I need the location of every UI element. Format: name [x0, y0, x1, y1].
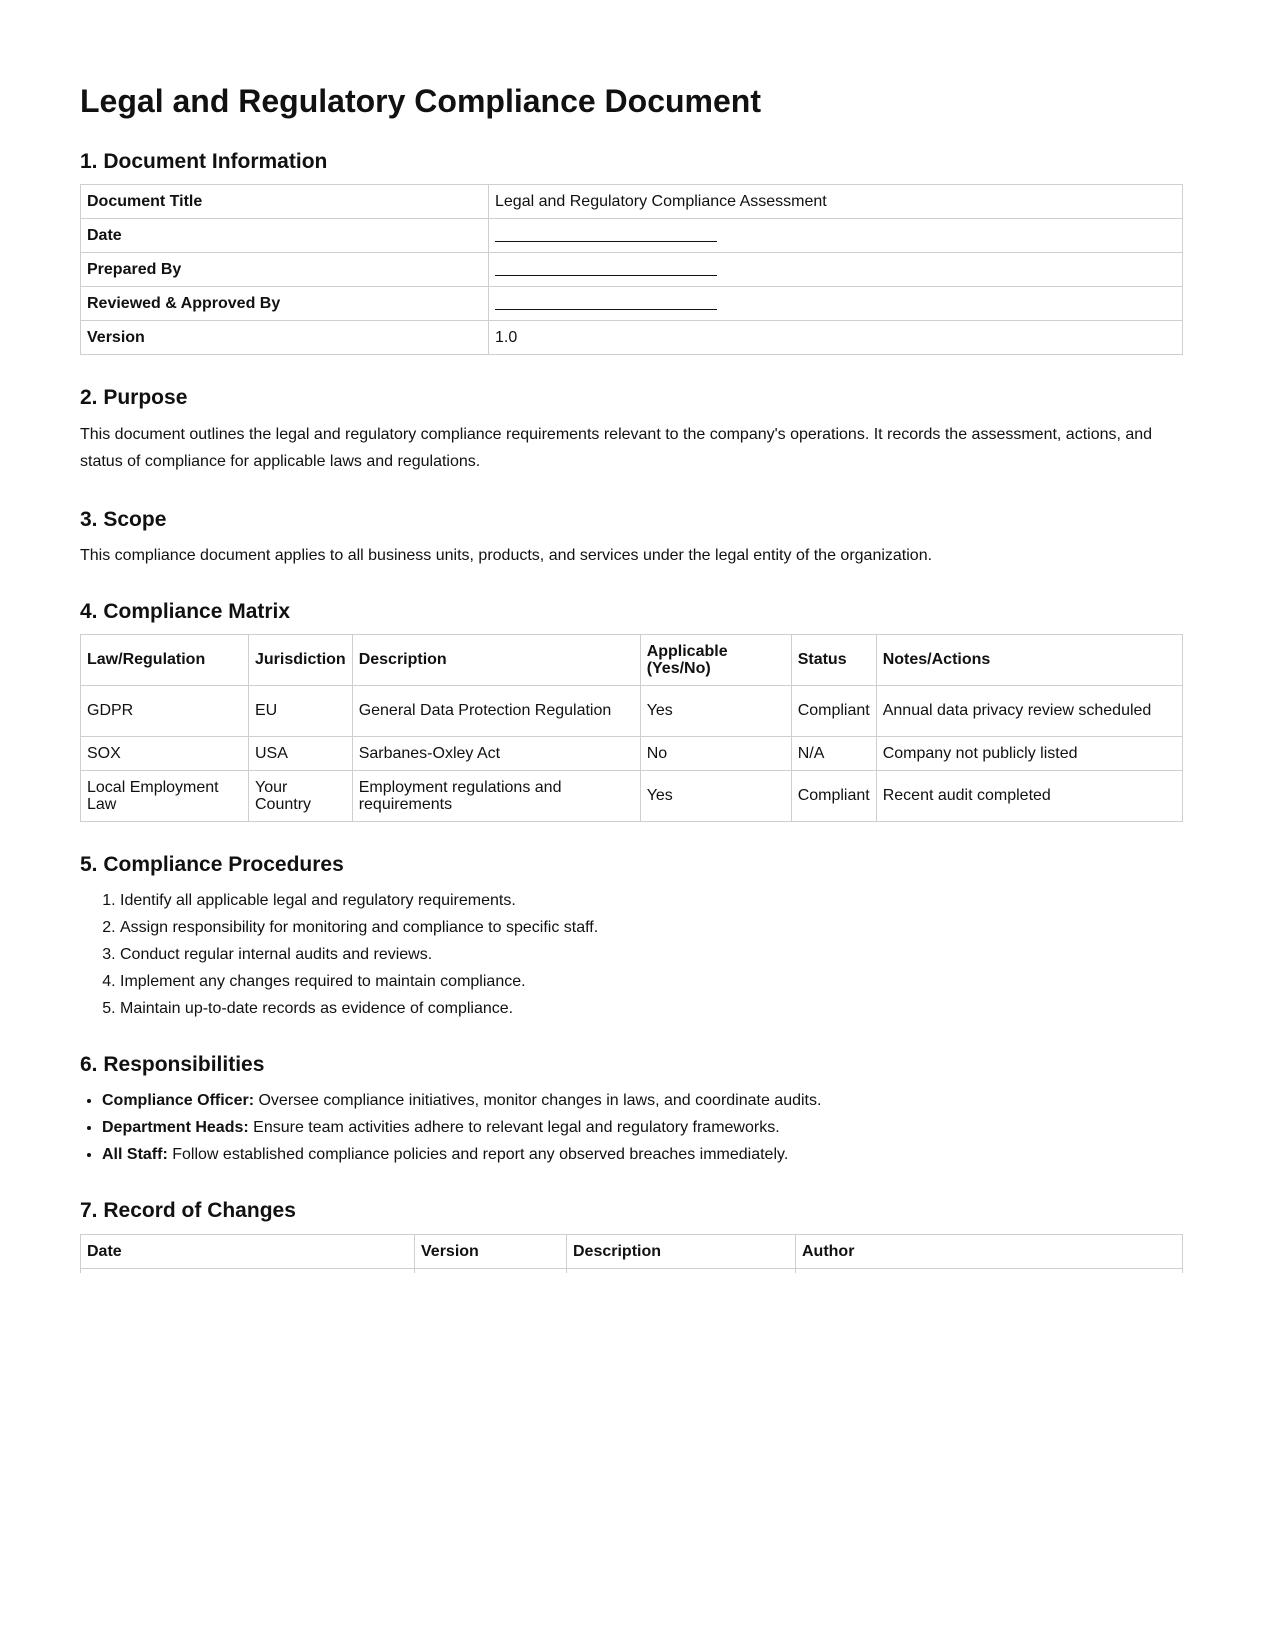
procedures-section	[80, 852, 1183, 1022]
table-cell: Yes	[640, 770, 791, 821]
matrix-heading: 4. Compliance Matrix	[80, 599, 291, 623]
column-header: Description	[352, 634, 640, 685]
table-cell: Local Employment Law	[81, 770, 249, 821]
changes-table	[80, 1234, 1183, 1273]
role-label: All Staff:	[102, 1146, 168, 1164]
purpose-heading: 2. Purpose	[80, 386, 188, 410]
column-header: Law/Regulation	[81, 634, 249, 685]
column-header: Jurisdiction	[249, 634, 353, 685]
procedures-list	[80, 887, 1183, 1022]
prepared-by-blank-line	[495, 259, 717, 276]
prepared-by-blank-field[interactable]	[489, 253, 1183, 287]
table-cell: Employment regulations and requirements	[352, 770, 640, 821]
table-header-row	[81, 634, 1183, 685]
table-cell: Recent audit completed	[876, 770, 1182, 821]
column-header: Author	[796, 1234, 1183, 1268]
list-item: 1. Identify all applicable legal and regulatory requirements.	[120, 887, 1183, 914]
list-item	[102, 1141, 1183, 1168]
table-cell	[415, 1268, 567, 1273]
table-row	[81, 253, 1183, 287]
table-cell: Compliant	[791, 770, 876, 821]
list-item: 5. Maintain up-to-date records as evidence of compliance.	[120, 995, 1183, 1022]
list-item: 2. Assign responsibility for monitoring and compliance to specific staff.	[120, 914, 1183, 941]
table-row	[81, 736, 1183, 770]
table-cell	[796, 1268, 1183, 1273]
matrix-section	[80, 599, 1183, 822]
table-row	[81, 321, 1183, 355]
doc-title-value: Legal and Regulatory Compliance Assessment	[489, 185, 1183, 219]
table-cell: N/A	[791, 736, 876, 770]
role-description: Ensure team activities adhere to relevant legal and regulatory frameworks.	[253, 1119, 780, 1137]
table-row	[81, 1268, 1183, 1273]
table-cell: General Data Protection Regulation	[352, 685, 640, 736]
purpose-section	[80, 385, 1183, 474]
table-cell: GDPR	[81, 685, 249, 736]
column-header: Date	[81, 1234, 415, 1268]
column-header: Description	[567, 1234, 796, 1268]
prepared-by-label: Prepared By	[81, 253, 489, 287]
procedures-heading: 5. Compliance Procedures	[80, 852, 344, 876]
table-cell: EU	[249, 685, 353, 736]
scope-heading: 3. Scope	[80, 507, 167, 531]
scope-text: This compliance document applies to all business units, products, and services under the legal entity of the organization.	[80, 546, 933, 564]
table-cell	[81, 1268, 415, 1273]
column-header: Status	[791, 634, 876, 685]
table-row	[81, 770, 1183, 821]
role-label: Compliance Officer:	[102, 1092, 255, 1110]
changes-heading: 7. Record of Changes	[80, 1199, 296, 1223]
table-cell: SOX	[81, 736, 249, 770]
version-label: Version	[81, 321, 489, 355]
table-cell: Compliant	[791, 685, 876, 736]
responsibilities-section	[80, 1052, 1183, 1168]
list-item: 4. Implement any changes required to maintain compliance.	[120, 968, 1183, 995]
doc-info-heading: 1. Document Information	[80, 150, 328, 174]
date-label: Date	[81, 219, 489, 253]
list-item: 3. Conduct regular internal audits and reviews.	[120, 941, 1183, 968]
scope-section	[80, 507, 1183, 569]
compliance-matrix-table	[80, 634, 1183, 822]
table-cell: Company not publicly listed	[876, 736, 1182, 770]
table-cell	[567, 1268, 796, 1273]
role-label: Department Heads:	[102, 1119, 249, 1137]
doc-info-table	[80, 184, 1183, 355]
reviewed-by-blank-line	[495, 293, 717, 310]
column-header: Version	[415, 1234, 567, 1268]
doc-info-section	[80, 149, 1183, 355]
date-blank-field[interactable]	[489, 219, 1183, 253]
table-cell: USA	[249, 736, 353, 770]
table-header-row	[81, 1234, 1183, 1268]
changes-section	[80, 1198, 1183, 1272]
list-item	[102, 1087, 1183, 1114]
table-cell: Annual data privacy review scheduled	[876, 685, 1182, 736]
table-cell: Yes	[640, 685, 791, 736]
date-blank-line	[495, 225, 717, 242]
reviewed-by-blank-field[interactable]	[489, 287, 1183, 321]
column-header: Applicable (Yes/No)	[640, 634, 791, 685]
version-value: 1.0	[489, 321, 1183, 355]
column-header: Notes/Actions	[876, 634, 1182, 685]
doc-title-label: Document Title	[81, 185, 489, 219]
document-title: Legal and Regulatory Compliance Document	[80, 83, 761, 119]
purpose-text: This document outlines the legal and regulatory compliance requirements relevant to the company's operations. It records the assessment, actions, and status of compliance for applicable laws and regulations.	[80, 425, 1153, 470]
list-item	[102, 1114, 1183, 1141]
responsibilities-heading: 6. Responsibilities	[80, 1053, 265, 1077]
table-cell: Sarbanes-Oxley Act	[352, 736, 640, 770]
role-description: Oversee compliance initiatives, monitor changes in laws, and coordinate audits.	[258, 1092, 822, 1110]
responsibilities-list	[80, 1087, 1183, 1168]
table-cell: No	[640, 736, 791, 770]
table-row	[81, 685, 1183, 736]
reviewed-by-label: Reviewed & Approved By	[81, 287, 489, 321]
table-row	[81, 219, 1183, 253]
role-description: Follow established compliance policies and report any observed breaches immediately.	[172, 1146, 789, 1164]
table-cell: Your Country	[249, 770, 353, 821]
table-row	[81, 185, 1183, 219]
table-row	[81, 287, 1183, 321]
